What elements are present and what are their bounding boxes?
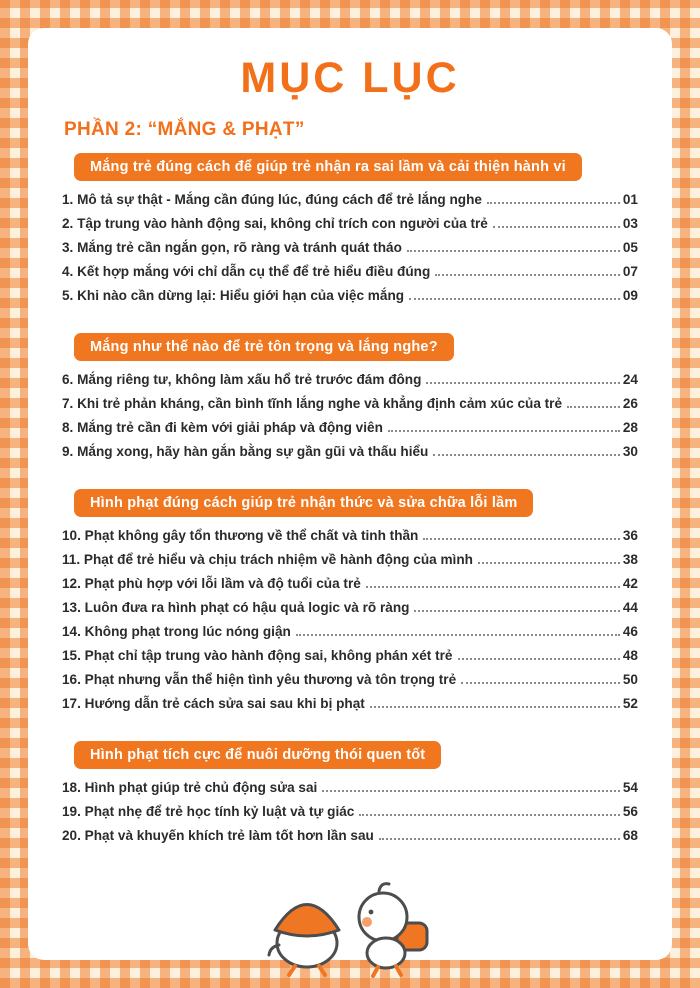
dotted-leader bbox=[433, 454, 620, 456]
toc-item-label: 18. Hình phạt giúp trẻ chủ động sửa sai bbox=[62, 780, 318, 795]
toc-item-page: 36 bbox=[622, 528, 638, 543]
toc-item-page: 44 bbox=[622, 600, 638, 615]
toc-item-label: 5. Khi nào cần dừng lại: Hiểu giới hạn của việc mắng bbox=[62, 288, 405, 303]
toc-item-label: 7. Khi trẻ phản kháng, cần bình tĩnh lắng nghe và khẳng định cảm xúc của trẻ bbox=[62, 396, 563, 411]
toc-item-label: 16. Phạt nhưng vẫn thể hiện tình yêu thương và tôn trọng trẻ bbox=[62, 672, 457, 687]
toc-item-label: 10. Phạt không gây tổn thương về thể chất và tinh thần bbox=[62, 528, 419, 543]
toc-item-label: 6. Mắng riêng tư, không làm xấu hổ trẻ trước đám đông bbox=[62, 372, 422, 387]
toc-item-page: 42 bbox=[622, 576, 638, 591]
toc-item bbox=[62, 696, 638, 711]
toc-section-1 bbox=[62, 153, 638, 303]
toc-item bbox=[62, 552, 638, 567]
toc-item-page: 52 bbox=[622, 696, 638, 711]
toc-item-page: 46 bbox=[622, 624, 638, 639]
section-badge: Hình phạt đúng cách giúp trẻ nhận thức và sửa chữa lỗi lầm bbox=[74, 489, 533, 517]
toc-item-label: 14. Không phạt trong lúc nóng giận bbox=[62, 624, 291, 639]
toc-item-page: 09 bbox=[622, 288, 638, 303]
toc-item-label: 19. Phạt nhẹ để trẻ học tính kỷ luật và tự giác bbox=[62, 804, 355, 819]
toc-item bbox=[62, 672, 638, 687]
dotted-leader bbox=[359, 814, 620, 816]
toc-item bbox=[62, 600, 638, 615]
toc-item bbox=[62, 624, 638, 639]
toc-item-label: 20. Phạt và khuyến khích trẻ làm tốt hơn lần sau bbox=[62, 828, 374, 843]
toc-item-label: 2. Tập trung vào hành động sai, không chỉ trích con người của trẻ bbox=[62, 216, 488, 231]
toc-item bbox=[62, 804, 638, 819]
section-badge: Mắng trẻ đúng cách để giúp trẻ nhận ra sai lầm và cải thiện hành vi bbox=[74, 153, 582, 181]
dotted-leader bbox=[423, 538, 620, 540]
footer-illustration bbox=[62, 873, 638, 979]
toc-item bbox=[62, 288, 638, 303]
dotted-leader bbox=[407, 250, 620, 252]
toc-item-page: 38 bbox=[622, 552, 638, 567]
toc-item-page: 26 bbox=[622, 396, 638, 411]
dotted-leader bbox=[426, 382, 619, 384]
dotted-leader bbox=[370, 706, 620, 708]
toc-item bbox=[62, 828, 638, 843]
toc-item bbox=[62, 264, 638, 279]
part-heading: PHẦN 2: “MẮNG & PHẠT” bbox=[64, 119, 305, 140]
toc-item bbox=[62, 780, 638, 795]
toc-item bbox=[62, 192, 638, 207]
dotted-leader bbox=[435, 274, 620, 276]
toc-item-label: 8. Mắng trẻ cần đi kèm với giải pháp và động viên bbox=[62, 420, 383, 435]
dotted-leader bbox=[388, 430, 620, 432]
toc-item-label: 15. Phạt chỉ tập trung vào hành động sai, không phán xét trẻ bbox=[62, 648, 453, 663]
toc-item-page: 07 bbox=[622, 264, 638, 279]
dotted-leader bbox=[409, 298, 620, 300]
dotted-leader bbox=[458, 658, 620, 660]
toc-item-page: 56 bbox=[622, 804, 638, 819]
toc-item-page: 05 bbox=[622, 240, 638, 255]
toc-item bbox=[62, 372, 638, 387]
section-badge: Hình phạt tích cực để nuôi dưỡng thói quen tốt bbox=[74, 741, 441, 769]
toc-item-label: 4. Kết hợp mắng với chỉ dẫn cụ thể để trẻ hiểu điều đúng bbox=[62, 264, 431, 279]
toc-item bbox=[62, 648, 638, 663]
section-badge: Mắng như thế nào để trẻ tôn trọng và lắng nghe? bbox=[74, 333, 454, 361]
content-card bbox=[28, 28, 672, 960]
toc-item bbox=[62, 240, 638, 255]
toc-item bbox=[62, 528, 638, 543]
chick-with-conical-hat-icon bbox=[269, 905, 339, 976]
toc-item bbox=[62, 396, 638, 411]
toc-item-label: 17. Hướng dẫn trẻ cách sửa sai sau khi bị phạt bbox=[62, 696, 365, 711]
toc-section-4 bbox=[62, 741, 638, 843]
page-title: MỤC LỤC bbox=[240, 54, 460, 102]
toc-item bbox=[62, 216, 638, 231]
walking-chicks-illustration bbox=[245, 873, 455, 979]
dotted-leader bbox=[487, 202, 620, 204]
toc-item-page: 01 bbox=[622, 192, 638, 207]
toc-item-page: 28 bbox=[622, 420, 638, 435]
toc-item-page: 68 bbox=[622, 828, 638, 843]
toc-section-3 bbox=[62, 489, 638, 711]
toc-item-label: 1. Mô tả sự thật - Mắng cần đúng lúc, đúng cách để trẻ lắng nghe bbox=[62, 192, 482, 207]
toc-item-label: 12. Phạt phù hợp với lỗi lầm và độ tuổi của trẻ bbox=[62, 576, 361, 591]
toc-item-page: 50 bbox=[622, 672, 638, 687]
toc-item-page: 54 bbox=[622, 780, 638, 795]
toc-item-page: 30 bbox=[622, 444, 638, 459]
toc-item bbox=[62, 444, 638, 459]
dotted-leader bbox=[493, 226, 620, 228]
toc-item-page: 48 bbox=[622, 648, 638, 663]
toc-item-label: 9. Mắng xong, hãy hàn gắn bằng sự gần gũi và thấu hiểu bbox=[62, 444, 429, 459]
toc-item-page: 24 bbox=[622, 372, 638, 387]
toc-item bbox=[62, 576, 638, 591]
dotted-leader bbox=[461, 682, 620, 684]
toc-item-label: 13. Luôn đưa ra hình phạt có hậu quả logic và rõ ràng bbox=[62, 600, 410, 615]
dotted-leader bbox=[322, 790, 620, 792]
toc-section-2 bbox=[62, 333, 638, 459]
dotted-leader bbox=[366, 586, 620, 588]
toc-item-label: 3. Mắng trẻ cần ngắn gọn, rõ ràng và tránh quát tháo bbox=[62, 240, 402, 255]
dotted-leader bbox=[296, 634, 620, 636]
chick-with-backpack-icon bbox=[359, 884, 427, 976]
dotted-leader bbox=[567, 406, 620, 408]
toc-item-page: 03 bbox=[622, 216, 638, 231]
dotted-leader bbox=[414, 610, 619, 612]
dotted-leader bbox=[478, 562, 620, 564]
dotted-leader bbox=[379, 838, 620, 840]
toc-item bbox=[62, 420, 638, 435]
toc-item-label: 11. Phạt để trẻ hiểu và chịu trách nhiệm về hành động của mình bbox=[62, 552, 473, 567]
